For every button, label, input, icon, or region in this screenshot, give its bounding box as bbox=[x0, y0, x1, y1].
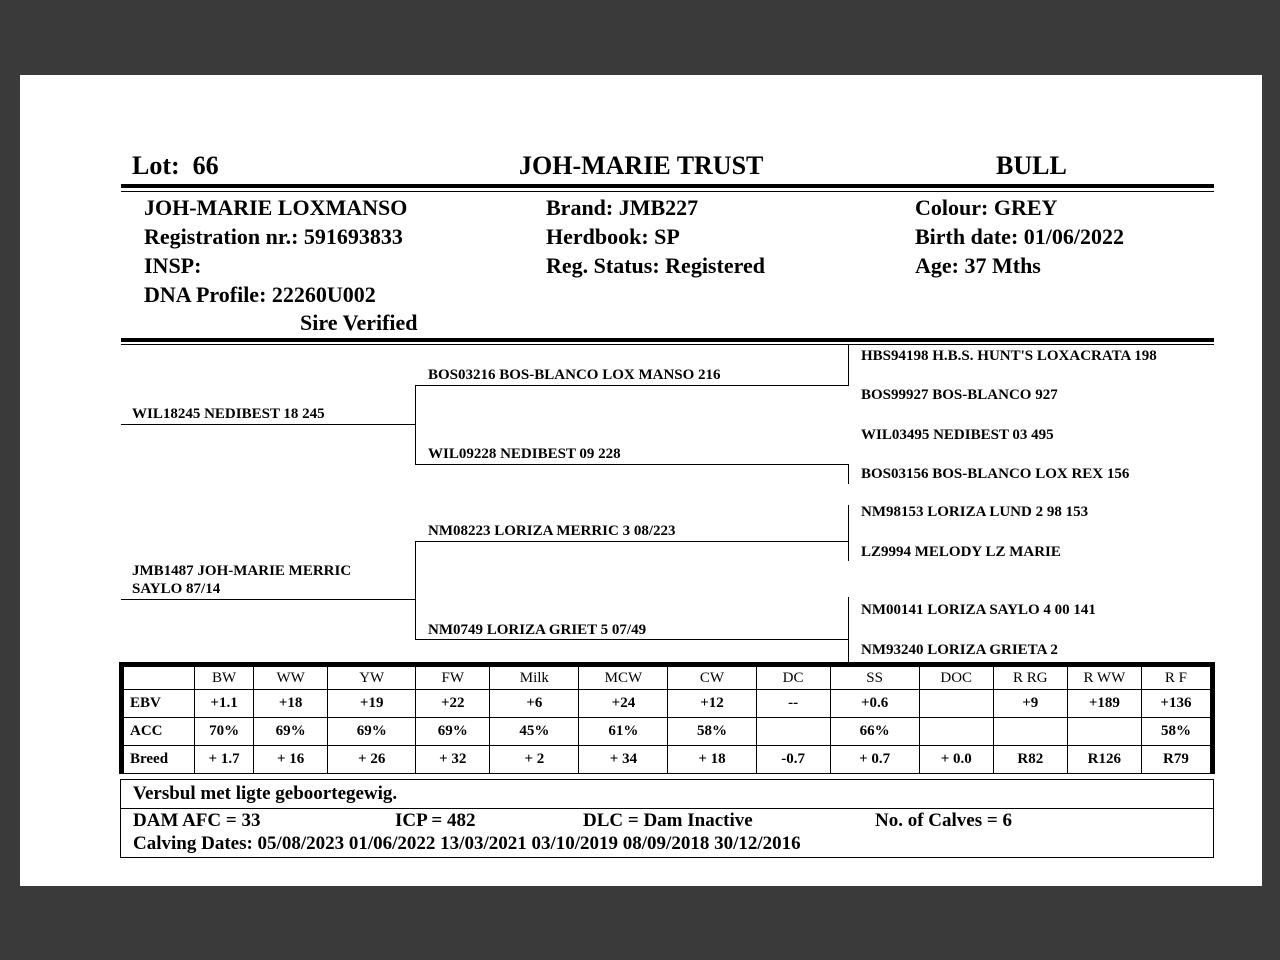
ebv-cell bbox=[919, 718, 993, 746]
ebv-cell: +12 bbox=[668, 690, 756, 718]
ebv-col-header: R F bbox=[1141, 665, 1212, 690]
ebv-cell: +136 bbox=[1141, 690, 1212, 718]
ebv-cell bbox=[919, 690, 993, 718]
calves-count: No. of Calves = 6 bbox=[875, 810, 1012, 831]
ebv-row-acc bbox=[122, 718, 1213, 746]
pedigree-bracket-ds bbox=[848, 505, 849, 561]
pedigree-line-dd bbox=[415, 639, 849, 640]
ebv-header-row bbox=[122, 665, 1213, 690]
ebv-cell: +18 bbox=[254, 690, 328, 718]
pedigree-line-sire bbox=[121, 424, 416, 425]
ebv-cell: R79 bbox=[1141, 746, 1212, 774]
ebv-cell: +6 bbox=[490, 690, 579, 718]
icp: ICP = 482 bbox=[395, 810, 476, 831]
dlc: DLC = Dam Inactive bbox=[583, 810, 753, 831]
ebv-col-header: Milk bbox=[490, 665, 579, 690]
ebv-cell: 69% bbox=[416, 718, 490, 746]
registration-status: Reg. Status: Registered bbox=[546, 253, 765, 278]
pedigree-dam-line2: SAYLO 87/14 bbox=[132, 581, 221, 597]
pedigree-bracket-sire bbox=[415, 385, 416, 464]
ebv-cell: + 1.7 bbox=[195, 746, 254, 774]
animal-name: JOH-MARIE LOXMANSO bbox=[144, 195, 408, 220]
age: Age: 37 Mths bbox=[915, 253, 1041, 278]
ebv-cell bbox=[756, 718, 830, 746]
pedigree-sire: WIL18245 NEDIBEST 18 245 bbox=[132, 406, 325, 422]
dam-info-box bbox=[120, 808, 1214, 858]
pedigree-bracket-ss bbox=[848, 345, 849, 385]
ebv-cell: 61% bbox=[579, 718, 668, 746]
insp-field: INSP: bbox=[144, 253, 202, 278]
pedigree-sire-sire: BOS03216 BOS-BLANCO LOX MANSO 216 bbox=[428, 367, 721, 383]
lot-number: 66 bbox=[192, 151, 219, 180]
dna-profile: DNA Profile: 22260U002 bbox=[144, 282, 376, 307]
ebv-cell: R126 bbox=[1067, 746, 1141, 774]
pedigree-sss: HBS94198 H.B.S. HUNT'S LOXACRATA 198 bbox=[861, 348, 1157, 364]
pedigree-bracket-dd bbox=[848, 597, 849, 662]
ebv-col-header: CW bbox=[668, 665, 756, 690]
dam-afc: DAM AFC = 33 bbox=[133, 810, 261, 831]
ebv-cell: 69% bbox=[328, 718, 416, 746]
pedigree-dss: NM98153 LORIZA LUND 2 98 153 bbox=[861, 504, 1089, 520]
ebv-cell: 66% bbox=[830, 718, 919, 746]
ebv-row-label: EBV bbox=[122, 690, 195, 718]
pedigree-dds: NM00141 LORIZA SAYLO 4 00 141 bbox=[861, 602, 1096, 618]
ebv-cell: +9 bbox=[993, 690, 1067, 718]
colour: Colour: GREY bbox=[915, 195, 1058, 220]
ebv-cell: + 32 bbox=[416, 746, 490, 774]
header-rule-thick bbox=[121, 184, 1214, 188]
ebv-cell bbox=[993, 718, 1067, 746]
ebv-cell bbox=[1067, 718, 1141, 746]
pedigree-line-sd bbox=[415, 464, 849, 465]
ebv-col-header: FW bbox=[416, 665, 490, 690]
pedigree-line-ss bbox=[415, 385, 849, 386]
seller-name: JOH-MARIE TRUST bbox=[519, 151, 764, 180]
pedigree-dam bbox=[132, 562, 351, 598]
info-rule-thick bbox=[121, 338, 1214, 342]
lot-label: Lot: 66 bbox=[132, 151, 219, 180]
header-rule-thin bbox=[121, 191, 1214, 192]
pedigree-line-ds bbox=[415, 541, 849, 542]
ebv-col-header: WW bbox=[254, 665, 328, 690]
ebv-col-header: R RG bbox=[993, 665, 1067, 690]
pedigree-sdd: BOS03156 BOS-BLANCO LOX REX 156 bbox=[861, 466, 1130, 482]
remark-text: Versbul met ligte geboortegewig. bbox=[133, 783, 398, 804]
ebv-cell: 69% bbox=[254, 718, 328, 746]
catalogue-page bbox=[20, 75, 1262, 886]
ebv-col-header: SS bbox=[830, 665, 919, 690]
ebv-col-header: DOC bbox=[919, 665, 993, 690]
ebv-cell: -0.7 bbox=[756, 746, 830, 774]
info-rule-thin bbox=[121, 344, 1214, 345]
pedigree-line-dam bbox=[121, 599, 416, 600]
animal-sex: BULL bbox=[996, 151, 1067, 180]
ebv-cell: +24 bbox=[579, 690, 668, 718]
ebv-table bbox=[119, 662, 1215, 774]
ebv-cell: + 26 bbox=[328, 746, 416, 774]
pedigree-dam-dam: NM0749 LORIZA GRIET 5 07/49 bbox=[428, 622, 647, 638]
ebv-cell: 70% bbox=[195, 718, 254, 746]
brand: Brand: JMB227 bbox=[546, 195, 699, 220]
ebv-col-header bbox=[122, 665, 195, 690]
sire-verified: Sire Verified bbox=[300, 310, 418, 335]
ebv-cell: R82 bbox=[993, 746, 1067, 774]
ebv-cell: + 2 bbox=[490, 746, 579, 774]
ebv-col-header: R WW bbox=[1067, 665, 1141, 690]
pedigree-dam-sire: NM08223 LORIZA MERRIC 3 08/223 bbox=[428, 523, 676, 539]
birth-date: Birth date: 01/06/2022 bbox=[915, 224, 1124, 249]
pedigree-sds: WIL03495 NEDIBEST 03 495 bbox=[861, 427, 1054, 443]
ebv-col-header: DC bbox=[756, 665, 830, 690]
pedigree-bracket-sd bbox=[848, 464, 849, 484]
ebv-cell: 45% bbox=[490, 718, 579, 746]
ebv-cell: + 16 bbox=[254, 746, 328, 774]
ebv-cell: + 34 bbox=[579, 746, 668, 774]
ebv-cell: 58% bbox=[1141, 718, 1212, 746]
ebv-row-breed bbox=[122, 746, 1213, 774]
pedigree-dam-line1: JMB1487 JOH-MARIE MERRIC bbox=[132, 563, 352, 579]
ebv-cell: + 18 bbox=[668, 746, 756, 774]
ebv-cell: +19 bbox=[328, 690, 416, 718]
ebv-col-header: YW bbox=[328, 665, 416, 690]
ebv-cell: +189 bbox=[1067, 690, 1141, 718]
ebv-cell: + 0.0 bbox=[919, 746, 993, 774]
ebv-row-label: Breed bbox=[122, 746, 195, 774]
pedigree-bracket-dam bbox=[415, 541, 416, 639]
pedigree-ddd: NM93240 LORIZA GRIETA 2 bbox=[861, 642, 1058, 658]
calving-dates: Calving Dates: 05/08/2023 01/06/2022 13/03/2021 03/10/2019 08/09/2018 30/12/2016 bbox=[133, 833, 801, 854]
ebv-col-header: BW bbox=[195, 665, 254, 690]
registration-number: Registration nr.: 591693833 bbox=[144, 224, 403, 249]
ebv-cell: +0.6 bbox=[830, 690, 919, 718]
pedigree-ssd: BOS99927 BOS-BLANCO 927 bbox=[861, 387, 1058, 403]
ebv-cell: 58% bbox=[668, 718, 756, 746]
herdbook: Herdbook: SP bbox=[546, 224, 680, 249]
ebv-cell: + 0.7 bbox=[830, 746, 919, 774]
remark-box bbox=[120, 779, 1214, 809]
ebv-cell: -- bbox=[756, 690, 830, 718]
ebv-cell: +1.1 bbox=[195, 690, 254, 718]
pedigree-sire-dam: WIL09228 NEDIBEST 09 228 bbox=[428, 446, 621, 462]
ebv-col-header: MCW bbox=[579, 665, 668, 690]
ebv-cell: +22 bbox=[416, 690, 490, 718]
pedigree-dsd: LZ9994 MELODY LZ MARIE bbox=[861, 544, 1061, 560]
ebv-row-label: ACC bbox=[122, 718, 195, 746]
ebv-row-ebv bbox=[122, 690, 1213, 718]
